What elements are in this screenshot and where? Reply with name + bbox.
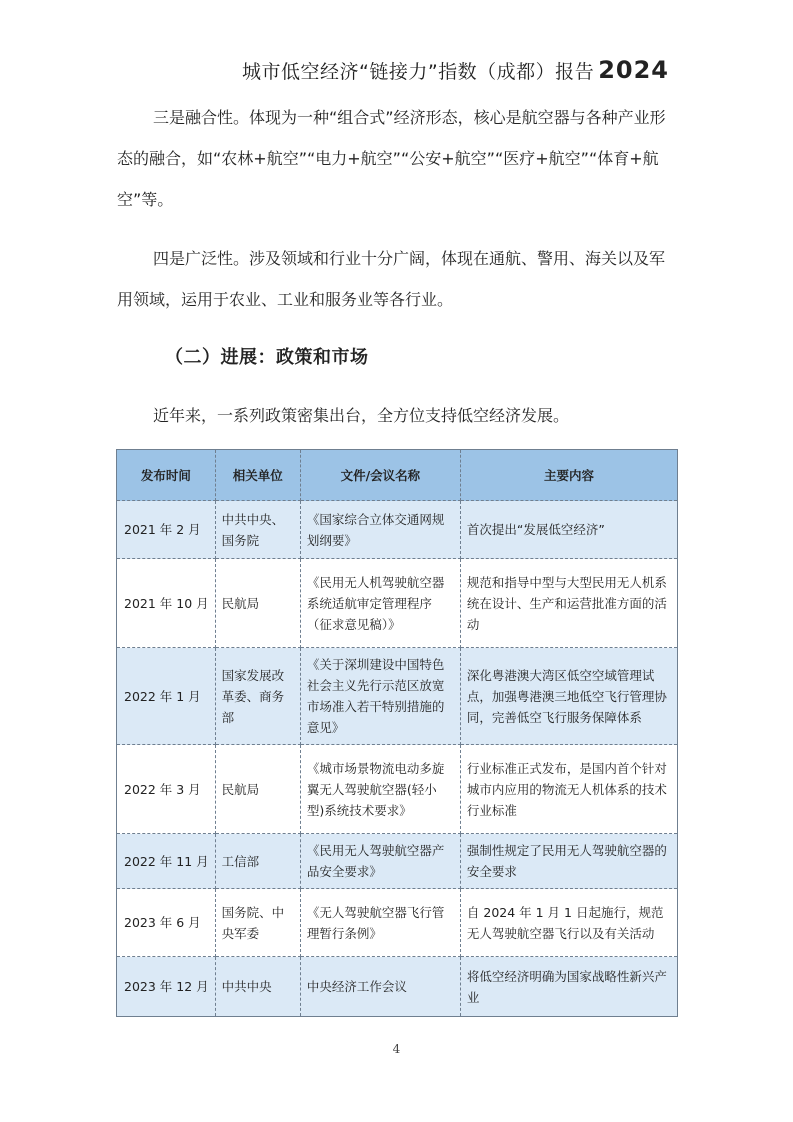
cell-unit: 中共中央、国务院	[215, 501, 300, 559]
cell-date: 2022 年 3 月	[117, 745, 216, 834]
header-year: 2024	[598, 56, 669, 84]
cell-unit: 工信部	[215, 834, 300, 889]
cell-document: 《关于深圳建设中国特色社会主义先行示范区放宽市场准入若干特别措施的意见》	[300, 648, 460, 745]
table-row	[117, 745, 678, 834]
cell-content: 强制性规定了民用无人驾驶航空器的安全要求	[460, 834, 677, 889]
cell-date: 2022 年 1 月	[117, 648, 216, 745]
cell-document: 《民用无人机驾驶航空器系统适航审定管理程序（征求意见稿）》	[300, 559, 460, 648]
header-title: 城市低空经济“链接力”指数（成都）报告	[242, 61, 595, 83]
column-header-document: 文件/会议名称	[300, 450, 460, 501]
cell-date: 2023 年 6 月	[117, 889, 216, 957]
cell-date: 2022 年 11 月	[117, 834, 216, 889]
cell-unit: 国家发展改革委、商务部	[215, 648, 300, 745]
paragraph-breadth: 四是广泛性。涉及领域和行业十分广阔，体现在通航、警用、海关以及军用领域，运用于农业、工业和服务业等各行业。	[117, 249, 666, 309]
cell-unit: 民航局	[215, 745, 300, 834]
cell-unit: 国务院、中央军委	[215, 889, 300, 957]
intro-text: 近年来，一系列政策密集出台，全方位支持低空经济发展。	[153, 406, 570, 425]
table-header-row	[117, 450, 678, 501]
page-header	[242, 56, 669, 84]
cell-content: 深化粤港澳大湾区低空空域管理试点，加强粤港澳三地低空飞行管理协同，完善低空飞行服务保障体系	[460, 648, 677, 745]
cell-document: 《城市场景物流电动多旋翼无人驾驶航空器(轻小型)系统技术要求》	[300, 745, 460, 834]
cell-document: 《民用无人驾驶航空器产品安全要求》	[300, 834, 460, 889]
cell-content: 自 2024 年 1 月 1 日起施行，规范无人驾驶航空器飞行以及有关活动	[460, 889, 677, 957]
section-title: （二）进展：政策和市场	[165, 347, 369, 368]
table-row	[117, 957, 678, 1017]
paragraph-integration: 三是融合性。体现为一种“组合式”经济形态，核心是航空器与各种产业形态的融合，如“农林+航空”“电力+航空”“公安+航空”“医疗+航空”“体育+航空”等。	[117, 108, 666, 209]
cell-date: 2021 年 10 月	[117, 559, 216, 648]
cell-content: 首次提出“发展低空经济”	[460, 501, 677, 559]
cell-date: 2023 年 12 月	[117, 957, 216, 1017]
table-row	[117, 889, 678, 957]
cell-content: 规范和指导中型与大型民用无人机系统在设计、生产和运营批准方面的活动	[460, 559, 677, 648]
table-row	[117, 559, 678, 648]
table-row	[117, 501, 678, 559]
page-number: 4	[392, 1042, 401, 1056]
table-row	[117, 834, 678, 889]
column-header-date: 发布时间	[117, 450, 216, 501]
cell-date: 2021 年 2 月	[117, 501, 216, 559]
cell-document: 《国家综合立体交通网规划纲要》	[300, 501, 460, 559]
column-header-content: 主要内容	[460, 450, 677, 501]
cell-document: 中央经济工作会议	[300, 957, 460, 1017]
cell-unit: 民航局	[215, 559, 300, 648]
policy-table	[116, 449, 678, 1017]
cell-unit: 中共中央	[215, 957, 300, 1017]
cell-content: 行业标准正式发布，是国内首个针对城市内应用的物流无人机体系的技术行业标准	[460, 745, 677, 834]
column-header-unit: 相关单位	[215, 450, 300, 501]
cell-document: 《无人驾驶航空器飞行管理暂行条例》	[300, 889, 460, 957]
cell-content: 将低空经济明确为国家战略性新兴产业	[460, 957, 677, 1017]
table-row	[117, 648, 678, 745]
